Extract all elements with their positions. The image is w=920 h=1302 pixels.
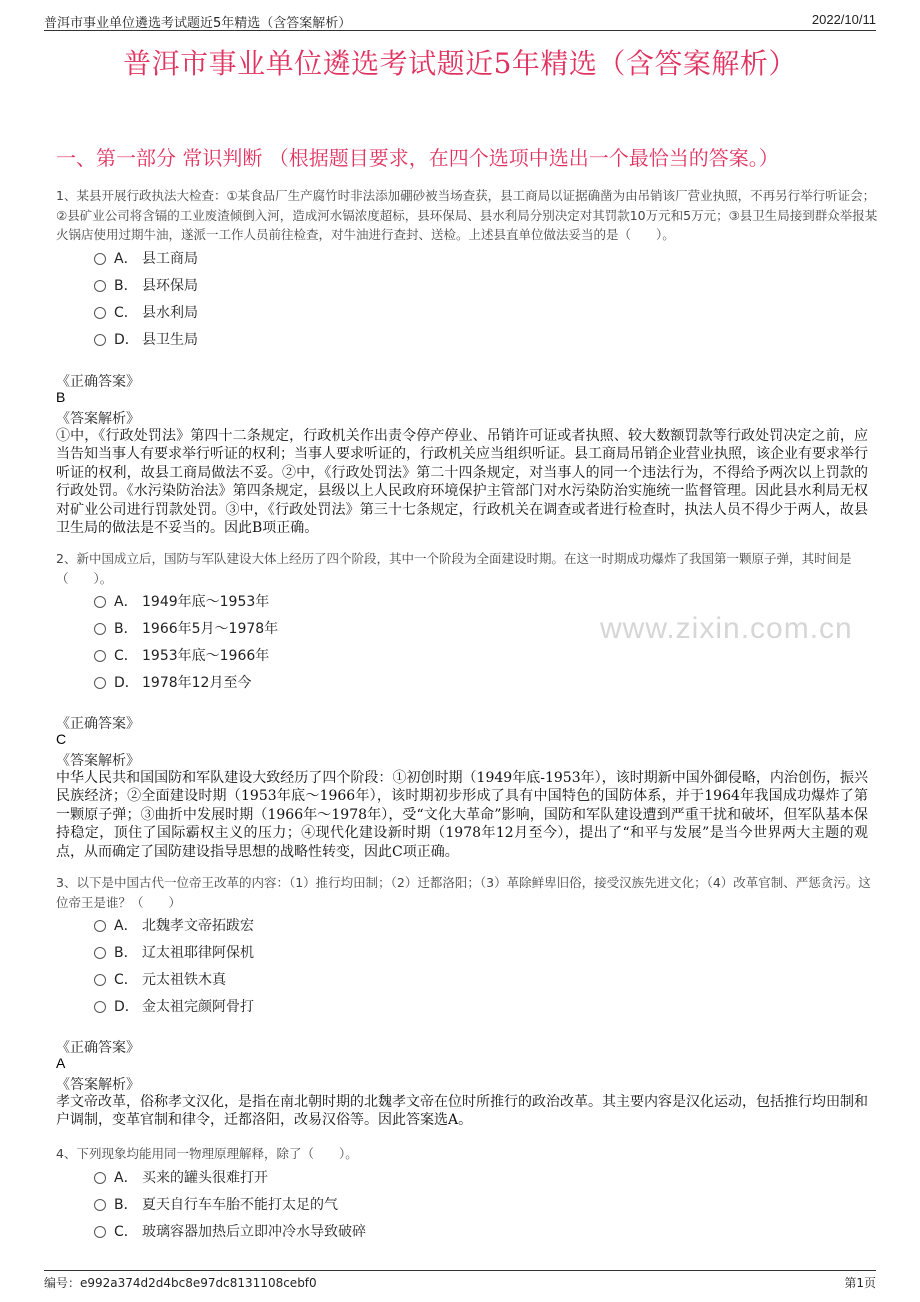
option-a[interactable]: A． 县工商局 xyxy=(94,248,198,268)
radio-icon[interactable] xyxy=(94,253,106,265)
radio-icon[interactable] xyxy=(94,596,106,608)
section-heading: 一、第一部分 常识判断 （根据题目要求，在四个选项中选出一个最恰当的答案。） xyxy=(56,146,779,170)
option-b[interactable]: B． 辽太祖耶律阿保机 xyxy=(94,942,254,962)
explanation-label: 《答案解析》 xyxy=(56,411,140,427)
radio-icon[interactable] xyxy=(94,1199,106,1211)
explanation-label: 《答案解析》 xyxy=(56,1077,140,1093)
radio-icon[interactable] xyxy=(94,947,106,959)
option-a[interactable]: A． 北魏孝文帝拓跋宏 xyxy=(94,915,254,935)
question-stem: 3、以下是中国古代一位帝王改革的内容：（1）推行均田制；（2）迁都洛阳；（3）革除鲜卑旧俗，接受汉族先进文化；（4）改革官制、严惩贪污。这位帝王是谁？（ ） xyxy=(56,875,871,910)
correct-answer-label: 《正确答案》 xyxy=(56,716,140,732)
page-title: 普洱市事业单位遴选考试题近5年精选（含答案解析） xyxy=(123,47,797,80)
option-d[interactable]: D． 县卫生局 xyxy=(94,329,198,349)
radio-icon[interactable] xyxy=(94,920,106,932)
option-b[interactable]: B． 县环保局 xyxy=(94,275,198,295)
question-stem: 2、新中国成立后，国防与军队建设大体上经历了四个阶段，其中一个阶段为全面建设时期。在这一时期成功爆炸了我国第一颗原子弹，其时间是（ ）。 xyxy=(56,551,852,586)
explanation-label: 《答案解析》 xyxy=(56,753,140,769)
option-c[interactable]: C． 县水利局 xyxy=(94,302,198,322)
radio-icon[interactable] xyxy=(94,334,106,346)
option-d[interactable]: D． 1978年12月至今 xyxy=(94,672,251,692)
radio-icon[interactable] xyxy=(94,623,106,635)
radio-icon[interactable] xyxy=(94,974,106,986)
explanation-text: ①中，《行政处罚法》第四十二条规定，行政机关作出责令停产停业、吊销许可证或者执照、较大数额罚款等行政处罚决定之前，应当告知当事人有要求举行听证的权利；当事人要求听证的，行政机关应当组织听证。县工商局吊销企业营业执照，该企业有要求举行听证的权利，故县工商局做法不妥。②中，《行政处罚法》第二十四条规定，对当事人的同一个违法行为，不得给予两次以上罚款的行政处罚。《水污染防治法》第四条规定，县级以上人民政府环境保护主管部门对水污染防治实施统一监督管理。因此县水利局无权对矿业公司进行罚款处罚。③中，《行政处罚法》第三十七条规定，行政机关在调查或者进行检查时，执法人员不得少于两人，故县卫生局的做法是不妥当的。因此B项正确。 xyxy=(56,428,868,537)
radio-icon[interactable] xyxy=(94,1226,106,1238)
option-b[interactable]: B． 夏天自行车车胎不能打太足的气 xyxy=(94,1194,338,1214)
option-c[interactable]: C． 1953年底～1966年 xyxy=(94,645,269,665)
option-c[interactable]: C． 元太祖铁木真 xyxy=(94,969,226,989)
explanation-text: 中华人民共和国国防和军队建设大致经历了四个阶段：①初创时期（1949年底-1953年），该时期新中国外御侵略，内治创伤，振兴民族经济；②全面建设时期（1953年底～1966年），该时期初步形成了具有中国特色的国防体系，并于1964年我国成功爆炸了第一颗原子弹；③曲折中发展时期（1966年～1978年），受“文化大革命”影响，国防和军队建设遭到严重干扰和破坏，但军队基本保持稳定，顶住了国际霸权主义的压力；④现代化建设新时期（1978年12月至今），提出了“和平与发展”是当今世界两大主题的观点，从而确定了国防建设指导思想的战略性转变，因此C项正确。 xyxy=(56,770,868,860)
correct-answer: A xyxy=(56,1055,66,1071)
option-c[interactable]: C． 玻璃容器加热后立即冲冷水导致破碎 xyxy=(94,1221,366,1241)
correct-answer: B xyxy=(56,389,66,405)
option-b[interactable]: B． 1966年5月～1978年 xyxy=(94,618,278,638)
correct-answer-label: 《正确答案》 xyxy=(56,374,140,390)
question-stem: 1、某县开展行政执法大检查：①某食品厂生产腐竹时非法添加硼砂被当场查获，县工商局以证据确凿为由吊销该厂营业执照，不再另行举行听证会；②县矿业公司将含镉的工业废渣倾倒入河，造成河水镉浓度超标，县环保局、县水利局分别决定对其罚款10万元和5万元；③县卫生局接到群众举报某火锅店使用过期牛油，遂派一工作人员前往检查，对牛油进行查封、送检。上述县直单位做法妥当的是（ ）。 xyxy=(56,188,878,242)
page-header xyxy=(44,10,876,31)
page-footer xyxy=(44,1270,876,1291)
radio-icon[interactable] xyxy=(94,677,106,689)
page-number: 第1页 xyxy=(844,1276,876,1290)
option-d[interactable]: D． 金太祖完颜阿骨打 xyxy=(94,996,254,1016)
header-doc-title: 普洱市事业单位遴选考试题近5年精选（含答案解析） xyxy=(44,16,352,31)
radio-icon[interactable] xyxy=(94,1172,106,1184)
option-a[interactable]: A． 买来的罐头很难打开 xyxy=(94,1167,268,1187)
explanation-text: 孝文帝改革，俗称孝文汉化，是指在南北朝时期的北魏孝文帝在位时所推行的政治改革。其主要内容是汉化运动，包括推行均田制和户调制，变革官制和律令，迁都洛阳，改易汉俗等。因此答案选A。 xyxy=(56,1094,868,1129)
radio-icon[interactable] xyxy=(94,280,106,292)
radio-icon[interactable] xyxy=(94,307,106,319)
watermark: www.zixin.com.cn xyxy=(600,612,853,645)
header-date: 2022/10/11 xyxy=(811,12,876,27)
radio-icon[interactable] xyxy=(94,1001,106,1013)
radio-icon[interactable] xyxy=(94,650,106,662)
document-id: 编号：e992a374d2d4bc8e97dc8131108cebf0 xyxy=(44,1276,317,1290)
question-stem: 4、下列现象均能用同一物理原理解释，除了（ ）。 xyxy=(56,1146,358,1161)
correct-answer: C xyxy=(56,731,67,747)
option-a[interactable]: A． 1949年底～1953年 xyxy=(94,591,269,611)
correct-answer-label: 《正确答案》 xyxy=(56,1040,140,1056)
